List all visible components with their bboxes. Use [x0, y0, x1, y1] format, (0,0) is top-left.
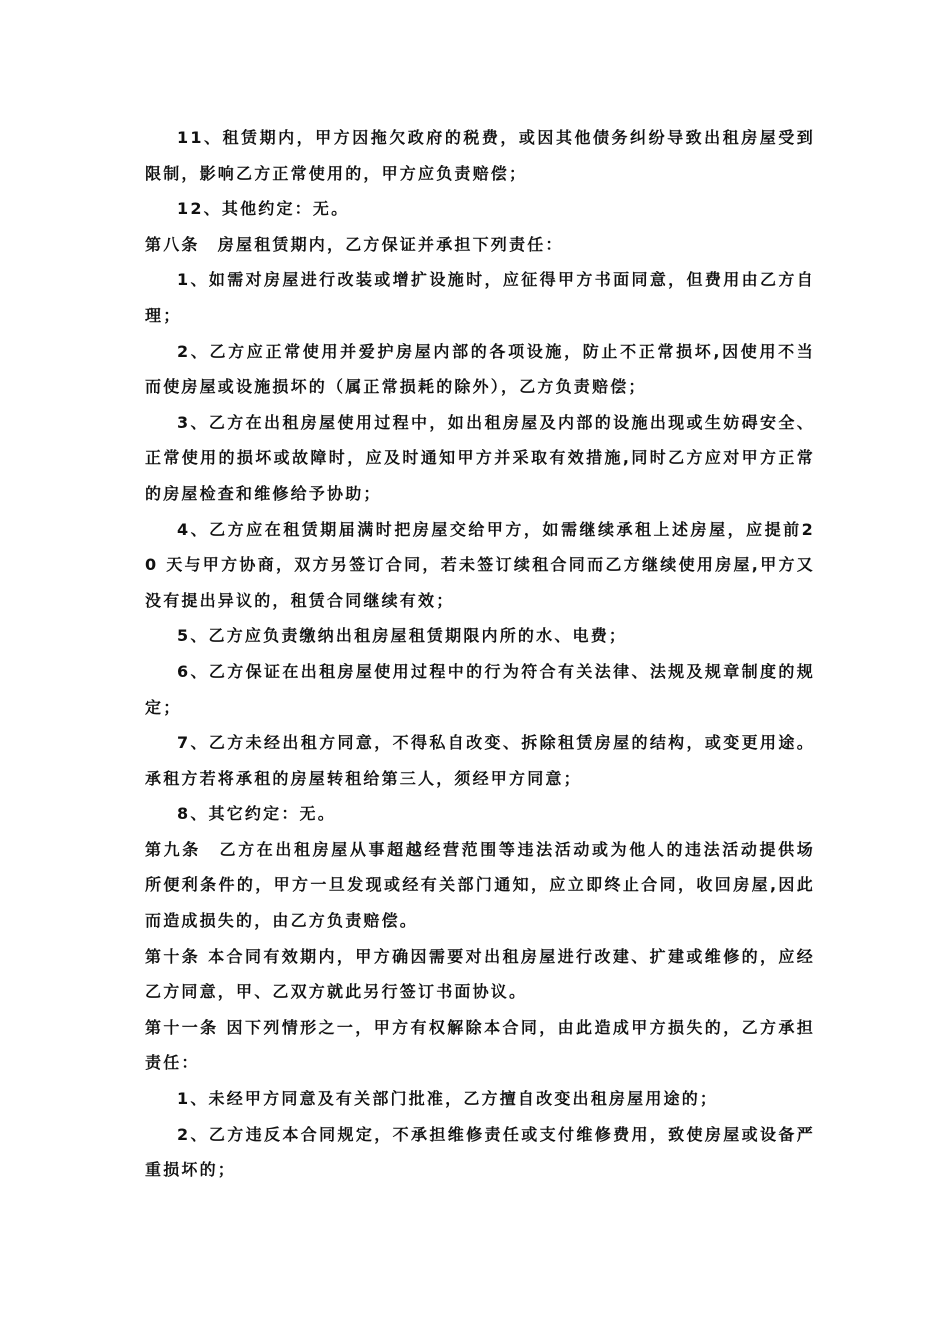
document-body — [145, 120, 815, 1188]
article-8-item-8: 8、其它约定：无。 — [177, 804, 336, 824]
article-8-item-2: 2、乙方应正常使用并爱护房屋内部的各项设施，防止不正常损坏,因使用不当而使房屋或设施损坏的（属正常损耗的除外），乙方负责赔偿； — [145, 341, 815, 397]
article-11-item-1: 1、未经甲方同意及有关部门批准，乙方擅自改变出租房屋用途的； — [177, 1089, 719, 1109]
article-10: 第十条 本合同有效期内，甲方确因需要对出租房屋进行改建、扩建或维修的，应经乙方同意，甲、乙双方就此另行签订书面协议。 — [145, 946, 815, 1002]
article-8-item-6: 6、乙方保证在出租房屋使用过程中的行为符合有关法律、法规及规章制度的规定； — [145, 661, 815, 717]
article-8-item-7: 7、乙方未经出租方同意，不得私自改变、拆除租赁房屋的结构，或变更用途。承租方若将承租的房屋转租给第三人，须经甲方同意； — [145, 733, 815, 788]
article-11-item-2: 2、乙方违反本合同规定，不承担维修责任或支付维修费用，致使房屋或设备严重损坏的； — [145, 1124, 815, 1180]
article-9: 第九条 乙方在出租房屋从事超越经营范围等违法活动或为他人的违法活动提供场所便利条件的，甲方一旦发现或经有关部门通知，应立即终止合同，收回房屋,因此而造成损失的，由乙方负责赔偿。 — [145, 839, 815, 931]
article-8-item-5: 5、乙方应负责缴纳出租房屋租赁期限内所的水、电费； — [177, 626, 628, 646]
article-11-heading: 第十一条 因下列情形之一，甲方有权解除本合同，由此造成甲方损失的，乙方承担责任： — [145, 1017, 815, 1073]
article-8-heading: 第八条 房屋租赁期内，乙方保证并承担下列责任： — [145, 234, 564, 254]
article-8-item-1: 1、如需对房屋进行改装或增扩设施时，应征得甲方书面同意，但费用由乙方自理； — [145, 270, 815, 325]
clause-7-item-12: 12、其他约定：无。 — [177, 199, 350, 219]
article-8-item-3: 3、乙方在出租房屋使用过程中，如出租房屋及内部的设施出现或生妨碍安全、正常使用的损坏或故障时，应及时通知甲方并采取有效措施,同时乙方应对甲方正常的房屋检查和维修给予协助； — [145, 412, 815, 503]
clause-7-item-11: 11、租赁期内，甲方因拖欠政府的税费，或因其他债务纠纷导致出租房屋受到限制，影响乙方正常使用的，甲方应负责赔偿； — [145, 128, 815, 183]
article-8-item-4: 4、乙方应在租赁期届满时把房屋交给甲方，如需继续承租上述房屋，应提前20 天与甲方协商，双方另签订合同，若未签订续租合同而乙方继续使用房屋,甲方又没有提出异议的，租赁合同继续有效； — [145, 519, 815, 610]
